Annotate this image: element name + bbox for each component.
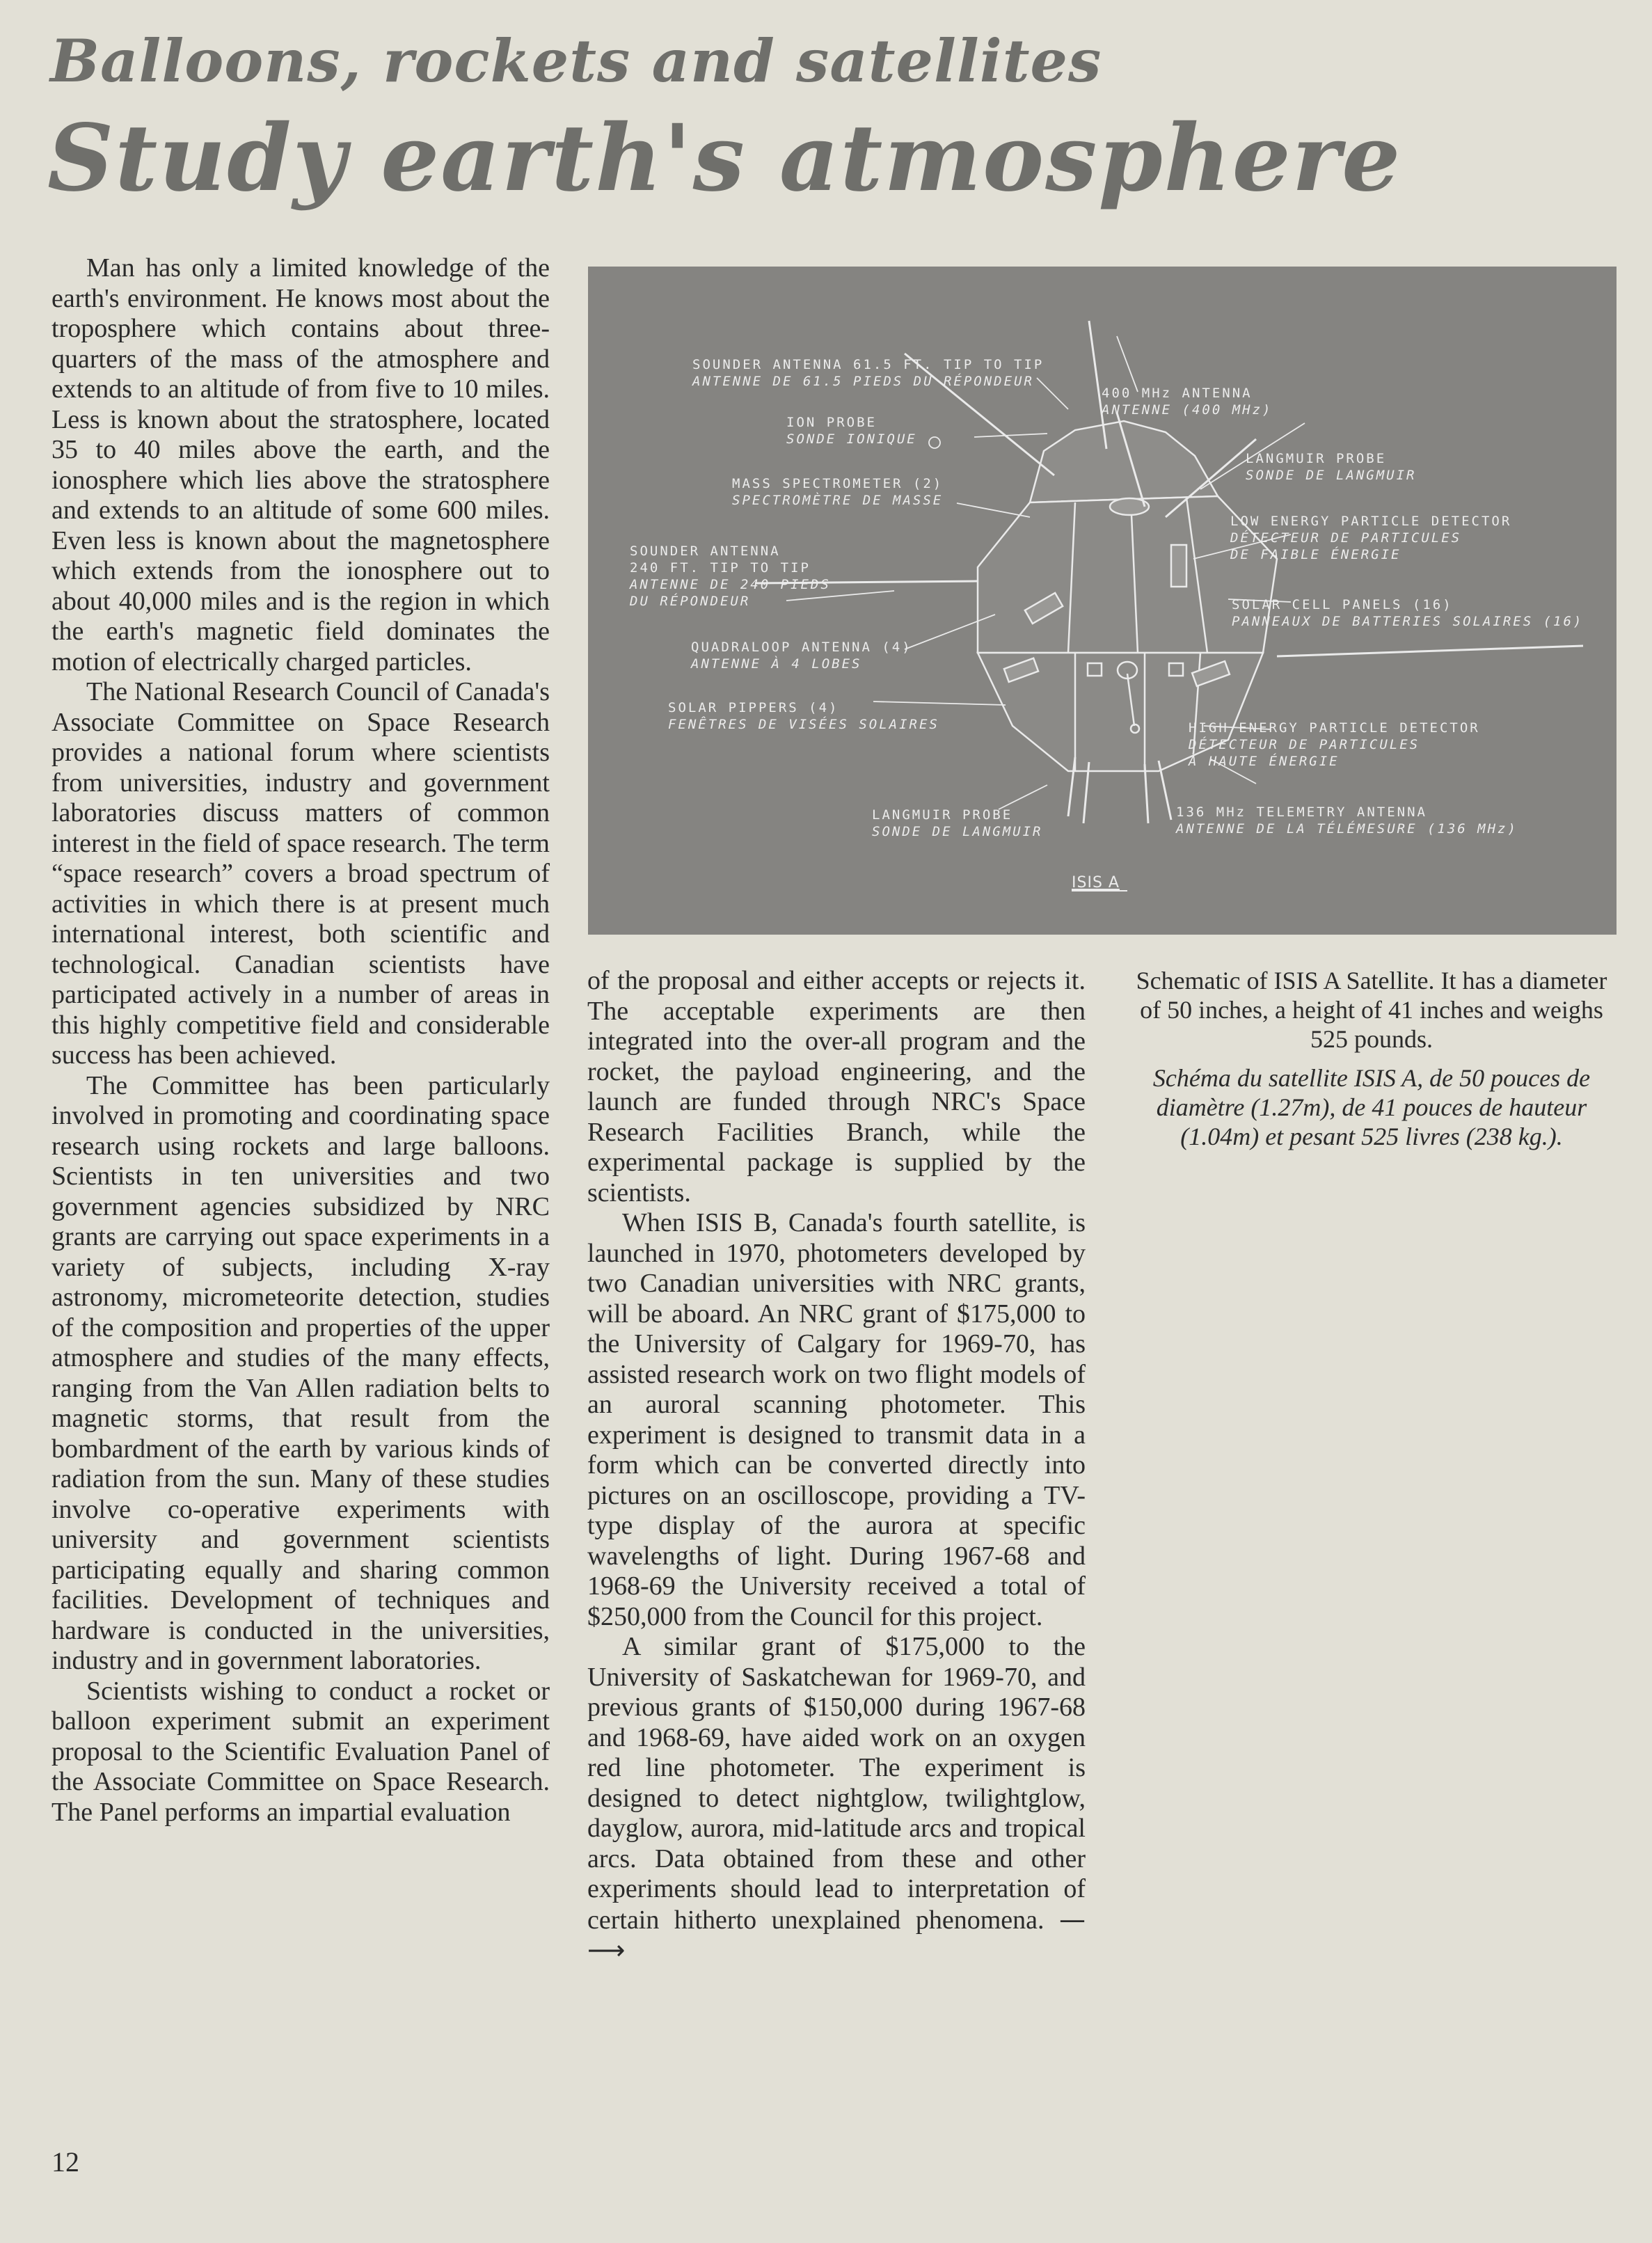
label-telemetry-antenna-fr: ANTENNE DE LA TÉLÉMESURE (136 MHz) xyxy=(1176,821,1518,837)
label-solar-cell-panels: SOLAR CELL PANELS (16) xyxy=(1232,597,1453,612)
headline-kicker: Balloons, rockets and satellites xyxy=(50,26,1102,95)
label-sounder-240-fr: ANTENNE DE 240 PIEDS xyxy=(630,577,831,592)
label-langmuir-top-fr: SONDE DE LANGMUIR xyxy=(1246,468,1417,483)
label-400mhz-antenna-fr: ANTENNE (400 MHz) xyxy=(1102,402,1273,418)
label-low-energy-detector-fr: DE FAIBLE ÉNERGIE xyxy=(1230,547,1401,562)
label-low-energy-detector: LOW ENERGY PARTICLE DETECTOR xyxy=(1230,514,1512,529)
headline-title: Study earth's atmosphere xyxy=(47,104,1402,212)
page-number: 12 xyxy=(51,2146,79,2178)
label-langmuir-bottom-fr: SONDE DE LANGMUIR xyxy=(872,824,1043,839)
article-column-1 xyxy=(51,253,550,1828)
article-column-2 xyxy=(587,966,1086,1967)
label-sounder-61-fr: ANTENNE DE 61.5 PIEDS DU RÉPONDEUR xyxy=(692,374,1034,389)
caption-english: Schematic of ISIS A Satellite. It has a diameter of 50 inches, a height of 41 inches and weighs 525 pounds. xyxy=(1136,967,1607,1053)
paragraph xyxy=(587,1632,1086,1967)
label-langmuir-top: LANGMUIR PROBE xyxy=(1246,451,1387,466)
label-quadraloop-fr: ANTENNE À 4 LOBES xyxy=(691,656,862,672)
paragraph-text: A similar grant of $175,000 to the University of Saskatchewan for 1969-70, and previous grants of $150,000 during 1967-68 and 1968-69, have aided work on an oxygen red line photometer. The experiment is designed to detect nightglow, twilightglow, dayglow, aurora, mid-latitude arcs and tropical arcs. Data obtained from these and other experiments should lead to interpretation of certain hitherto unexplained phenomena. xyxy=(587,1632,1086,1935)
label-high-energy-detector-fr: DÉTECTEUR DE PARTICULES xyxy=(1189,737,1420,752)
label-solar-cell-panels-fr: PANNEAUX DE BATTERIES SOLAIRES (16) xyxy=(1232,614,1584,629)
label-sounder-240-fr: DU RÉPONDEUR xyxy=(630,594,751,609)
label-telemetry-antenna: 136 MHz TELEMETRY ANTENNA xyxy=(1176,805,1427,820)
continued-arrow-icon: —⟶ xyxy=(587,1903,1086,1965)
paragraph: When ISIS B, Canada's fourth satellite, is launched in 1970, photometers developed by two Canadian universities with NRC grants, will be aboard. An NRC grant of $175,000 to the University of Calgary for 1969-70, has assisted research work on two flight models of an auroral scanning photometer. This experiment is designed to transmit data in a form which can be converted directly into pictures on an oscilloscope, providing a TV-type display of the aurora at specific wavelengths of light. During 1967-68 and 1968-69 the University received a total of $250,000 from the Council for this project. xyxy=(587,1208,1086,1631)
paragraph: The Committee has been particularly involved in promoting and coordinating space research using rockets and large balloons. Scientists in ten universities and two government agencies subsidized by NRC grants are carrying out space experiments in a variety of subjects, including X-ray astronomy, micrometeorite detection, studies of the composition and properties of the upper atmosphere and studies of the many effects, ranging from the Van Allen radiation belts to magnetic storms, that result from the bombardment of the earth by various kinds of radiation from the sun. Many of these studies involve co-operative experiments with university and government scientists participating equally and sharing common facilities. Development of techniques and hardware is conducted in the universities, industry and in government laboratories. xyxy=(51,1070,550,1675)
paragraph: Man has only a limited knowledge of the earth's environment. He knows most about the troposphere which contains about three-quarters of the mass of the atmosphere and extends to an altitude of from five to 10 miles. Less is known about the stratosphere, located 35 to 40 miles above the earth, and the ionosphere which lies above the stratosphere and extends to an altitude of some 600 miles. Even less is known about the magnetosphere which extends from the ionosphere out to about 40,000 miles and is the region in which the earth's magnetic field dominates the motion of electrically charged particles. xyxy=(51,253,550,676)
figure-caption xyxy=(1126,966,1617,1151)
paragraph: Scientists wishing to conduct a rocket or balloon experiment submit an experiment proposal to the Scientific Evaluation Panel of the Associate Committee on Space Research. The Panel performs an impartial evaluation xyxy=(51,1676,550,1827)
label-solar-pippers-fr: FENÊTRES DE VISÉES SOLAIRES xyxy=(668,717,939,732)
label-sounder-61: SOUNDER ANTENNA 61.5 FT. TIP TO TIP xyxy=(692,357,1045,372)
label-sounder-240: SOUNDER ANTENNA xyxy=(630,544,781,559)
isis-a-satellite-figure xyxy=(588,267,1617,935)
label-high-energy-detector-fr: À HAUTE ÉNERGIE xyxy=(1189,754,1340,769)
label-mass-spectrometer: MASS SPECTROMETER (2) xyxy=(732,476,944,491)
label-400mhz-antenna: 400 MHz ANTENNA xyxy=(1102,386,1253,401)
label-high-energy-detector: HIGH ENERGY PARTICLE DETECTOR xyxy=(1189,720,1480,736)
label-ion-probe-fr: SONDE IONIQUE xyxy=(786,431,917,447)
figure-title: ISIS A xyxy=(1072,874,1120,891)
satellite-schematic xyxy=(588,267,1617,935)
label-solar-pippers: SOLAR PIPPERS (4) xyxy=(668,700,839,715)
label-ion-probe: ION PROBE xyxy=(786,415,877,430)
paragraph: The National Research Council of Canada's Associate Committee on Space Research provides a national forum where scientists from universities, industry and government laboratories discuss matters of common interest in the field of space research. The term “space research” covers a broad spectrum of activities in which there is at present much international interest, both scientific and technological. Canadian scientists have participated actively in a number of areas in this highly competitive field and considerable success has been achieved. xyxy=(51,677,550,1070)
label-low-energy-detector-fr: DÉTECTEUR DE PARTICULES xyxy=(1230,530,1462,546)
label-sounder-240: 240 FT. TIP TO TIP xyxy=(630,560,811,576)
caption-french: Schéma du satellite ISIS A, de 50 pouces de diamètre (1.27m), de 41 pouces de hauteur (1.04m) et pesant 525 livres (238 kg.). xyxy=(1152,1064,1591,1150)
label-quadraloop: QUADRALOOP ANTENNA (4) xyxy=(691,640,912,655)
label-langmuir-bottom: LANGMUIR PROBE xyxy=(872,807,1013,823)
label-mass-spectrometer-fr: SPECTROMÈTRE DE MASSE xyxy=(732,493,944,508)
paragraph: of the proposal and either accepts or rejects it. The acceptable experiments are then integrated into the over-all program and the rocket, the payload engineering, and the launch are funded through NRC's Space Research Facilities Branch, while the experimental package is supplied by the scientists. xyxy=(587,966,1086,1207)
